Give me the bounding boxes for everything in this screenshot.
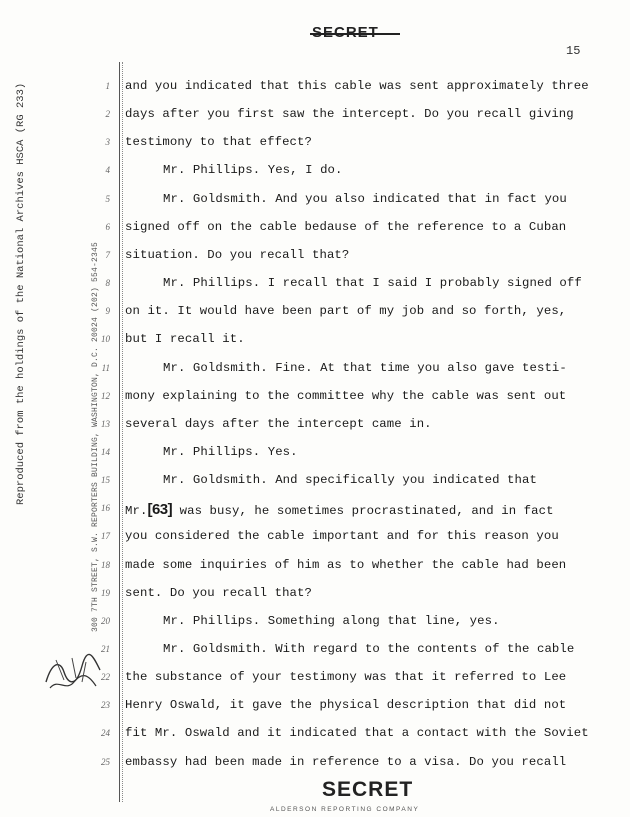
transcript-line: signed off on the cable bedause of the reference to a Cuban — [125, 219, 567, 234]
line-number: 1 — [105, 81, 110, 91]
transcript-line: Mr. Phillips. Something along that line, yes. — [163, 613, 500, 628]
transcript-line: you considered the cable important and for this reason you — [125, 529, 559, 544]
bottom-classification-stamp: SECRET — [322, 778, 414, 801]
transcript-line: sent. Do you recall that? — [125, 585, 312, 600]
transcript-line: fit Mr. Oswald and it indicated that a contact with the Soviet — [125, 726, 589, 741]
redaction-marker: [63] — [147, 501, 173, 519]
left-margin-rule — [119, 62, 120, 802]
line-number: 6 — [105, 221, 110, 232]
line-number: 10 — [101, 334, 110, 345]
transcript-line: days after you first saw the intercept. Do you recall giving — [125, 107, 574, 122]
reporting-company: ALDERSON REPORTING COMPANY — [270, 806, 420, 813]
line-number: 12 — [101, 390, 110, 401]
top-classification-stamp: SECRET — [312, 24, 396, 41]
line-number: 8 — [105, 278, 110, 289]
transcript-line: testimony to that effect? — [125, 135, 312, 150]
line-number: 5 — [105, 193, 110, 204]
line-number: 11 — [101, 362, 110, 373]
transcript-line: several days after the intercept came in. — [125, 416, 432, 431]
transcript-line: but I recall it. — [125, 332, 245, 347]
transcript-line: Mr. Phillips. Yes. — [163, 444, 298, 459]
transcript-line: Mr. Goldsmith. And specifically you indicated that — [163, 473, 537, 488]
line-number: 24 — [101, 728, 110, 739]
transcript-line: Mr. Goldsmith. Fine. At that time you also gave testi- — [163, 360, 567, 375]
transcript-line: Mr. Goldsmith. And you also indicated that in fact you — [163, 191, 567, 206]
page-number: 15 — [566, 44, 581, 58]
line-text: was busy, he sometimes procrastinated, and in fact — [172, 504, 554, 519]
transcript-line: embassy had been made in reference to a visa. Do you recall — [125, 754, 567, 769]
line-number: 23 — [101, 700, 110, 711]
line-number: 20 — [101, 615, 110, 626]
strikethrough-line — [310, 33, 400, 35]
transcript-line: made some inquiries of him as to whether the cable had been — [125, 557, 567, 572]
line-number: 18 — [101, 559, 110, 570]
reporter-address-note: 300 7TH STREET, S.W. REPORTERS BUILDING, WASHINGTON, D.C. 20024 (202) 554-2345 — [91, 241, 100, 632]
line-number: 9 — [105, 306, 110, 317]
transcript-line: on it. It would have been part of my job and so forth, yes, — [125, 304, 567, 319]
line-number: 19 — [101, 587, 110, 598]
transcript-line: mony explaining to the committee why the cable was sent out — [125, 388, 567, 403]
line-number: 22 — [101, 672, 110, 683]
line-number: 3 — [105, 137, 110, 148]
transcript-line — [125, 501, 605, 518]
line-number: 21 — [101, 644, 110, 654]
line-number: 2 — [105, 109, 110, 120]
archive-reproduction-note: Reproduced from the holdings of the National Archives HSCA (RG 233) — [15, 82, 27, 505]
line-number: 13 — [101, 418, 110, 429]
transcript-line: Henry Oswald, it gave the physical description that did not — [125, 698, 567, 713]
transcript-line: Mr. Goldsmith. With regard to the contents of the cable — [163, 642, 575, 656]
line-number: 16 — [101, 503, 110, 514]
line-number: 25 — [101, 756, 110, 767]
line-number: 14 — [101, 446, 110, 457]
line-prefix: Mr. — [125, 504, 148, 519]
transcript-line: the substance of your testimony was that it referred to Lee — [125, 670, 567, 685]
transcript-line: situation. Do you recall that? — [125, 247, 350, 262]
line-number: 7 — [105, 249, 110, 260]
line-number: 4 — [105, 165, 110, 176]
left-margin-rule-dotted — [122, 62, 123, 802]
handwritten-scribble-icon — [42, 652, 104, 694]
transcript-line: Mr. Phillips. Yes, I do. — [163, 163, 343, 178]
line-number: 17 — [101, 531, 110, 542]
transcript-line: and you indicated that this cable was sent approximately three — [125, 79, 589, 93]
transcript-line: Mr. Phillips. I recall that I said I probably signed off — [163, 276, 582, 291]
line-number: 15 — [101, 475, 110, 486]
